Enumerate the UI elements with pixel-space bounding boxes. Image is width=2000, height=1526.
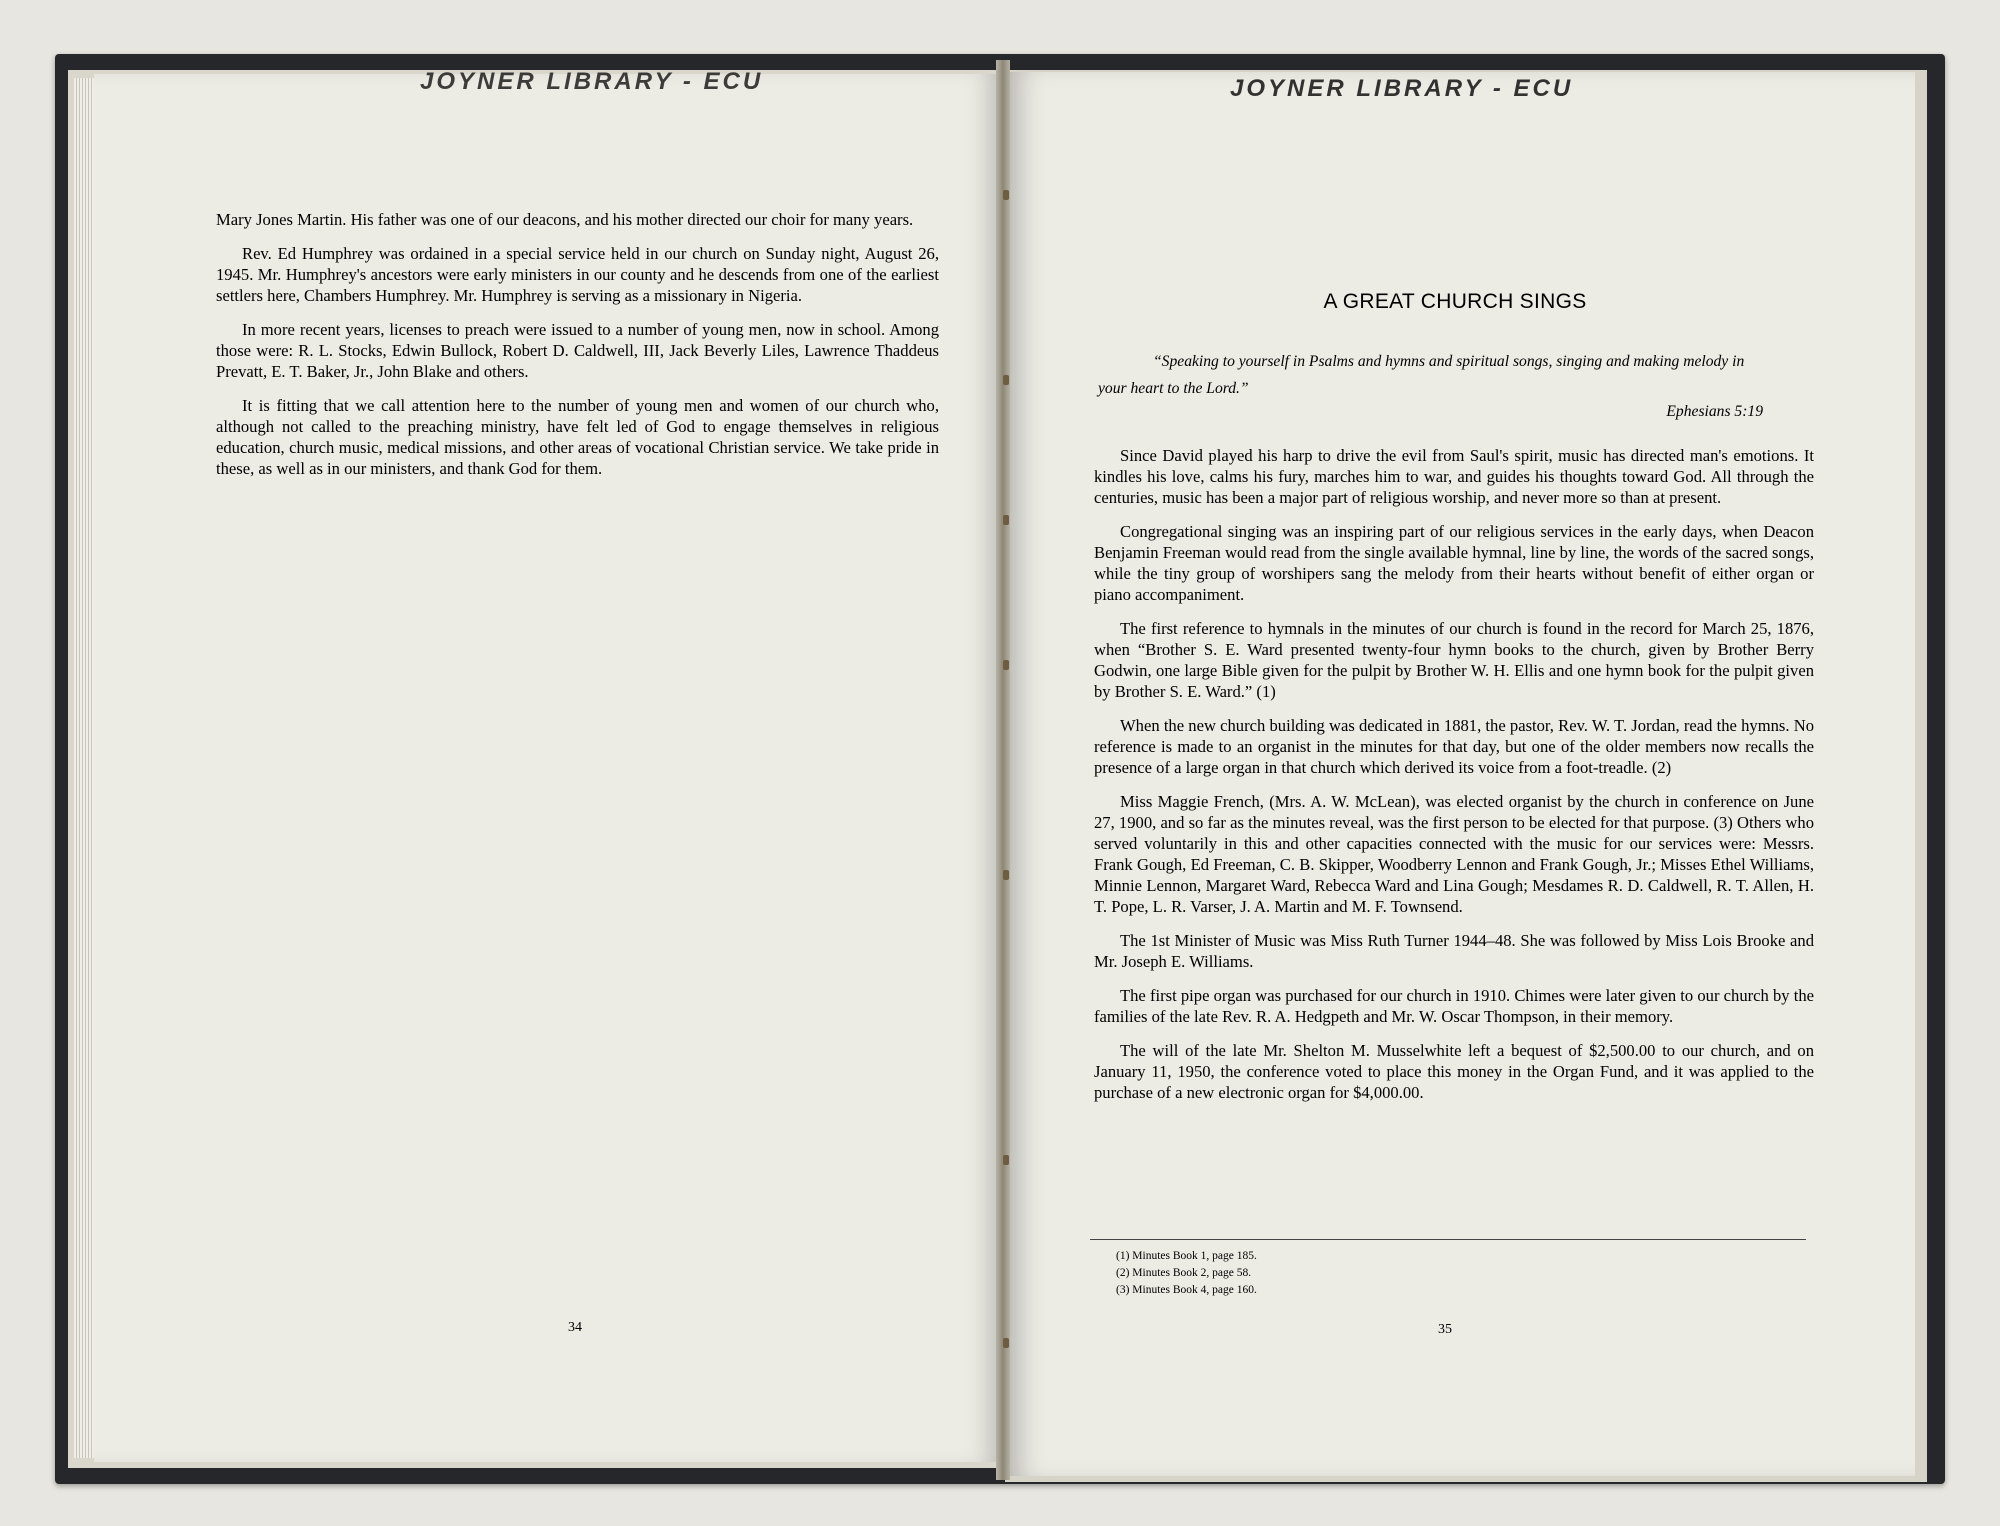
epigraph <box>1098 348 1763 422</box>
paragraph: In more recent years, licenses to preach were issued to a number of young men, now in school. Among those were: R. L. Stocks, Edwin Bullock, Robert D. Caldwell, III, Jack Beverly Liles, Lawrence Thaddeus Prevatt, E. T. Baker, Jr., John Blake and others. <box>216 320 939 381</box>
left-page-edges <box>74 78 94 1458</box>
page-number-right: 35 <box>1438 1322 1452 1337</box>
left-page-body <box>216 209 939 492</box>
page-number-left: 34 <box>568 1320 582 1335</box>
footnote: (3) Minutes Book 4, page 160. <box>1116 1284 1257 1296</box>
paragraph: It is fitting that we call attention here to the number of young men and women of our church who, although not called to the preaching ministry, have felt led of God to engage themselves in religious education, church music, medical missions, and other areas of vocational Christian service. We take pride in these, as well as in our ministers, and thank God for them. <box>216 396 939 478</box>
paragraph: The first pipe organ was purchased for our church in 1910. Chimes were later given to our church by the families of the late Rev. R. A. Hedgpeth and Mr. W. Oscar Thompson, in their memory. <box>1094 986 1814 1026</box>
paragraph: The 1st Minister of Music was Miss Ruth Turner 1944–48. She was followed by Miss Lois Brooke and Mr. Joseph E. Williams. <box>1094 931 1814 971</box>
footnote: (1) Minutes Book 1, page 185. <box>1116 1250 1257 1262</box>
binding-stitch <box>1003 515 1009 525</box>
binding-stitch <box>1003 190 1009 200</box>
chapter-title: A GREAT CHURCH SINGS <box>1323 290 1587 313</box>
right-page-body <box>1094 445 1814 1116</box>
binding-stitch <box>1003 1338 1009 1348</box>
paragraph: When the new church building was dedicated in 1881, the pastor, Rev. W. T. Jordan, read the hymns. No reference is made to an organist in the minutes for that day, but one of the older members now recalls the presence of a large organ in that church which derived its voice from a foot-treadle. (2) <box>1094 716 1814 777</box>
paragraph: The first reference to hymnals in the minutes of our church is found in the record for March 25, 1876, when “Brother S. E. Ward presented twenty-four hymn books to the church, given by Brother Berry Godwin, one large Bible given for the pulpit by Brother W. H. Ellis and one hymn book for the pulpit given by Brother S. E. Ward.” (1) <box>1094 619 1814 701</box>
paragraph: Miss Maggie French, (Mrs. A. W. McLean), was elected organist by the church in conference on June 27, 1900, and so far as the minutes reveal, was the first person to be elected for that purpose. (3) Others who served voluntarily in this and other capacities connected with the music for our services were: Messrs. Frank Gough, Ed Freeman, C. B. Skipper, Woodberry Lennon and Frank Gough, Jr.; Misses Ethel Williams, Minnie Lennon, Margaret Ward, Rebecca Ward and Lina Gough; Mesdames R. D. Caldwell, R. T. Allen, H. T. Pope, L. R. Varser, J. A. Martin and M. F. Townsend. <box>1094 792 1814 916</box>
binding-stitch <box>1003 870 1009 880</box>
paragraph: Rev. Ed Humphrey was ordained in a special service held in our church on Sunday night, August 26, 1945. Mr. Humphrey's ancestors were early ministers in our county and he descends from one of the earliest settlers here, Chambers Humphrey. Mr. Humphrey is serving as a missionary in Nigeria. <box>216 244 939 305</box>
binding-stitch <box>1003 1155 1009 1165</box>
epigraph-quote: “Speaking to yourself in Psalms and hymns and spiritual songs, singing and making melody in your heart to the Lord.” <box>1098 353 1745 397</box>
paragraph: The will of the late Mr. Shelton M. Musselwhite left a bequest of $2,500.00 to our church, and on January 11, 1950, the conference voted to place this money in the Organ Fund, and it was applied to the purchase of a new electronic organ for $4,000.00. <box>1094 1041 1814 1102</box>
paragraph: Since David played his harp to drive the evil from Saul's spirit, music has directed man's emotions. It kindles his love, calms his fury, marches him to war, and guides his thoughts toward God. All through the centuries, music has been a major part of religious worship, and never more so than at present. <box>1094 446 1814 507</box>
library-stamp-left: JOYNER LIBRARY - ECU <box>420 68 764 95</box>
epigraph-citation: Ephesians 5:19 <box>1666 403 1763 420</box>
footnote-divider <box>1090 1239 1806 1240</box>
footnote: (2) Minutes Book 2, page 58. <box>1116 1267 1252 1279</box>
library-stamp-right: JOYNER LIBRARY - ECU <box>1230 75 1574 102</box>
paragraph: Congregational singing was an inspiring part of our religious services in the early days, when Deacon Benjamin Freeman would read from the single available hymnal, line by line, the words of the sacred songs, while the tiny group of worshipers sang the melody from their hearts without benefit of either organ or piano accompaniment. <box>1094 522 1814 604</box>
binding-stitch <box>1003 375 1009 385</box>
book-gutter <box>996 60 1010 1480</box>
binding-stitch <box>1003 660 1009 670</box>
paragraph: Mary Jones Martin. His father was one of our deacons, and his mother directed our choir for many years. <box>216 210 914 229</box>
footnotes <box>1116 1248 1616 1299</box>
